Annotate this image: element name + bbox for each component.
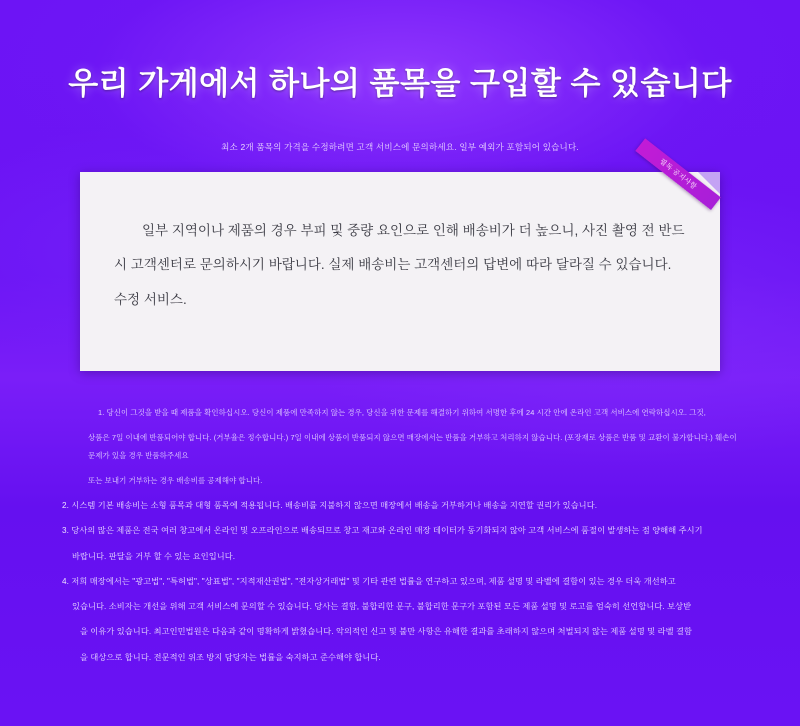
notice-text: 일부 지역이나 제품의 경우 부피 및 중량 요인으로 인해 배송비가 더 높으니, 사진 촬영 전 반드시 고객센터로 문의하시기 바랍니다. 실제 배송비는 고객센터의 답변에 따라 달라질 수 있습니다. 수정 서비스. <box>114 223 685 307</box>
terms-section <box>0 404 800 673</box>
notice-ribbon-badge: 필독 공지사항 <box>635 138 720 210</box>
terms-line: 또는 보내기 거부하는 경우 배송비를 공제해야 합니다. <box>88 475 263 485</box>
terms-line: 2. 시스템 기본 배송비는 소형 품목과 대형 품목에 적용됩니다. 배송비를 지불하지 않으면 매장에서 배송을 거부하거나 배송을 지연할 권리가 있습니다. <box>62 501 598 511</box>
terms-line: 1. 당신이 그것을 받을 때 제품을 확인하십시오. 당신이 제품에 만족하지 않는 경우, 당신을 위한 문제를 해결하기 위하여 서명한 후에 24 시간 안에 온라인 고객 서비스에 연락하십시오. 그것, <box>98 408 706 417</box>
terms-line: 상품은 7일 이내에 반품되어야 합니다. (거부율은 정수합니다.) 7일 이내에 상품이 반품되지 않으면 매장에서는 반품을 거부하고 처리하지 않습니다. (포장재로 상품은 반품 및 교환이 불가합니다.) 훼손이 문제가 있을 경우 반품하주세요 <box>88 432 737 461</box>
terms-line: 있습니다. 소비자는 개선을 위해 고객 서비스에 문의할 수 있습니다. 당사는 결함, 불합리한 문구, 불합리한 문구가 포함된 모든 제품 설명 및 로고를 엄숙히 선언합니다. 보상받 <box>72 602 692 612</box>
terms-line: 3. 당사의 많은 제품은 전국 여러 창고에서 온라인 및 오프라인으로 배송되므로 창고 재고와 온라인 매장 데이터가 동기화되지 않아 고객 서비스에 품절이 발생하는 점 양해해 주시기 <box>62 526 703 536</box>
terms-line: 을 대상으로 합니다. 전문적인 위조 방지 담당자는 법률을 숙지하고 준수해야 합니다. <box>80 652 381 662</box>
page-subtitle: 최소 2개 품목의 가격을 수정하려면 고객 서비스에 문의하세요. 일부 예외가 포함되어 있습니다. <box>221 142 579 152</box>
terms-line: 을 이유가 있습니다. 최고인민법원은 다음과 같이 명확하게 밝혔습니다. 악의적인 신고 및 불만 사항은 유해한 결과를 초래하지 않으며 처벌되지 않는 제품 설명 및 라벨 결함 <box>80 627 692 637</box>
notice-card <box>80 158 720 371</box>
terms-line: 4. 저희 매장에서는 "광고법", "특허법", "상표법", "지적재산권법", "전자상거래법" 및 기타 관련 법률을 연구하고 있으며, 제품 설명 및 라벨에 결함이 있는 경우 더욱 개선하고 <box>62 576 676 586</box>
terms-line: 바랍니다. 판달을 거부 할 수 있는 요인입니다. <box>72 551 236 561</box>
page-title: 우리 가게에서 하나의 품목을 구입할 수 있습니다 <box>68 66 732 101</box>
